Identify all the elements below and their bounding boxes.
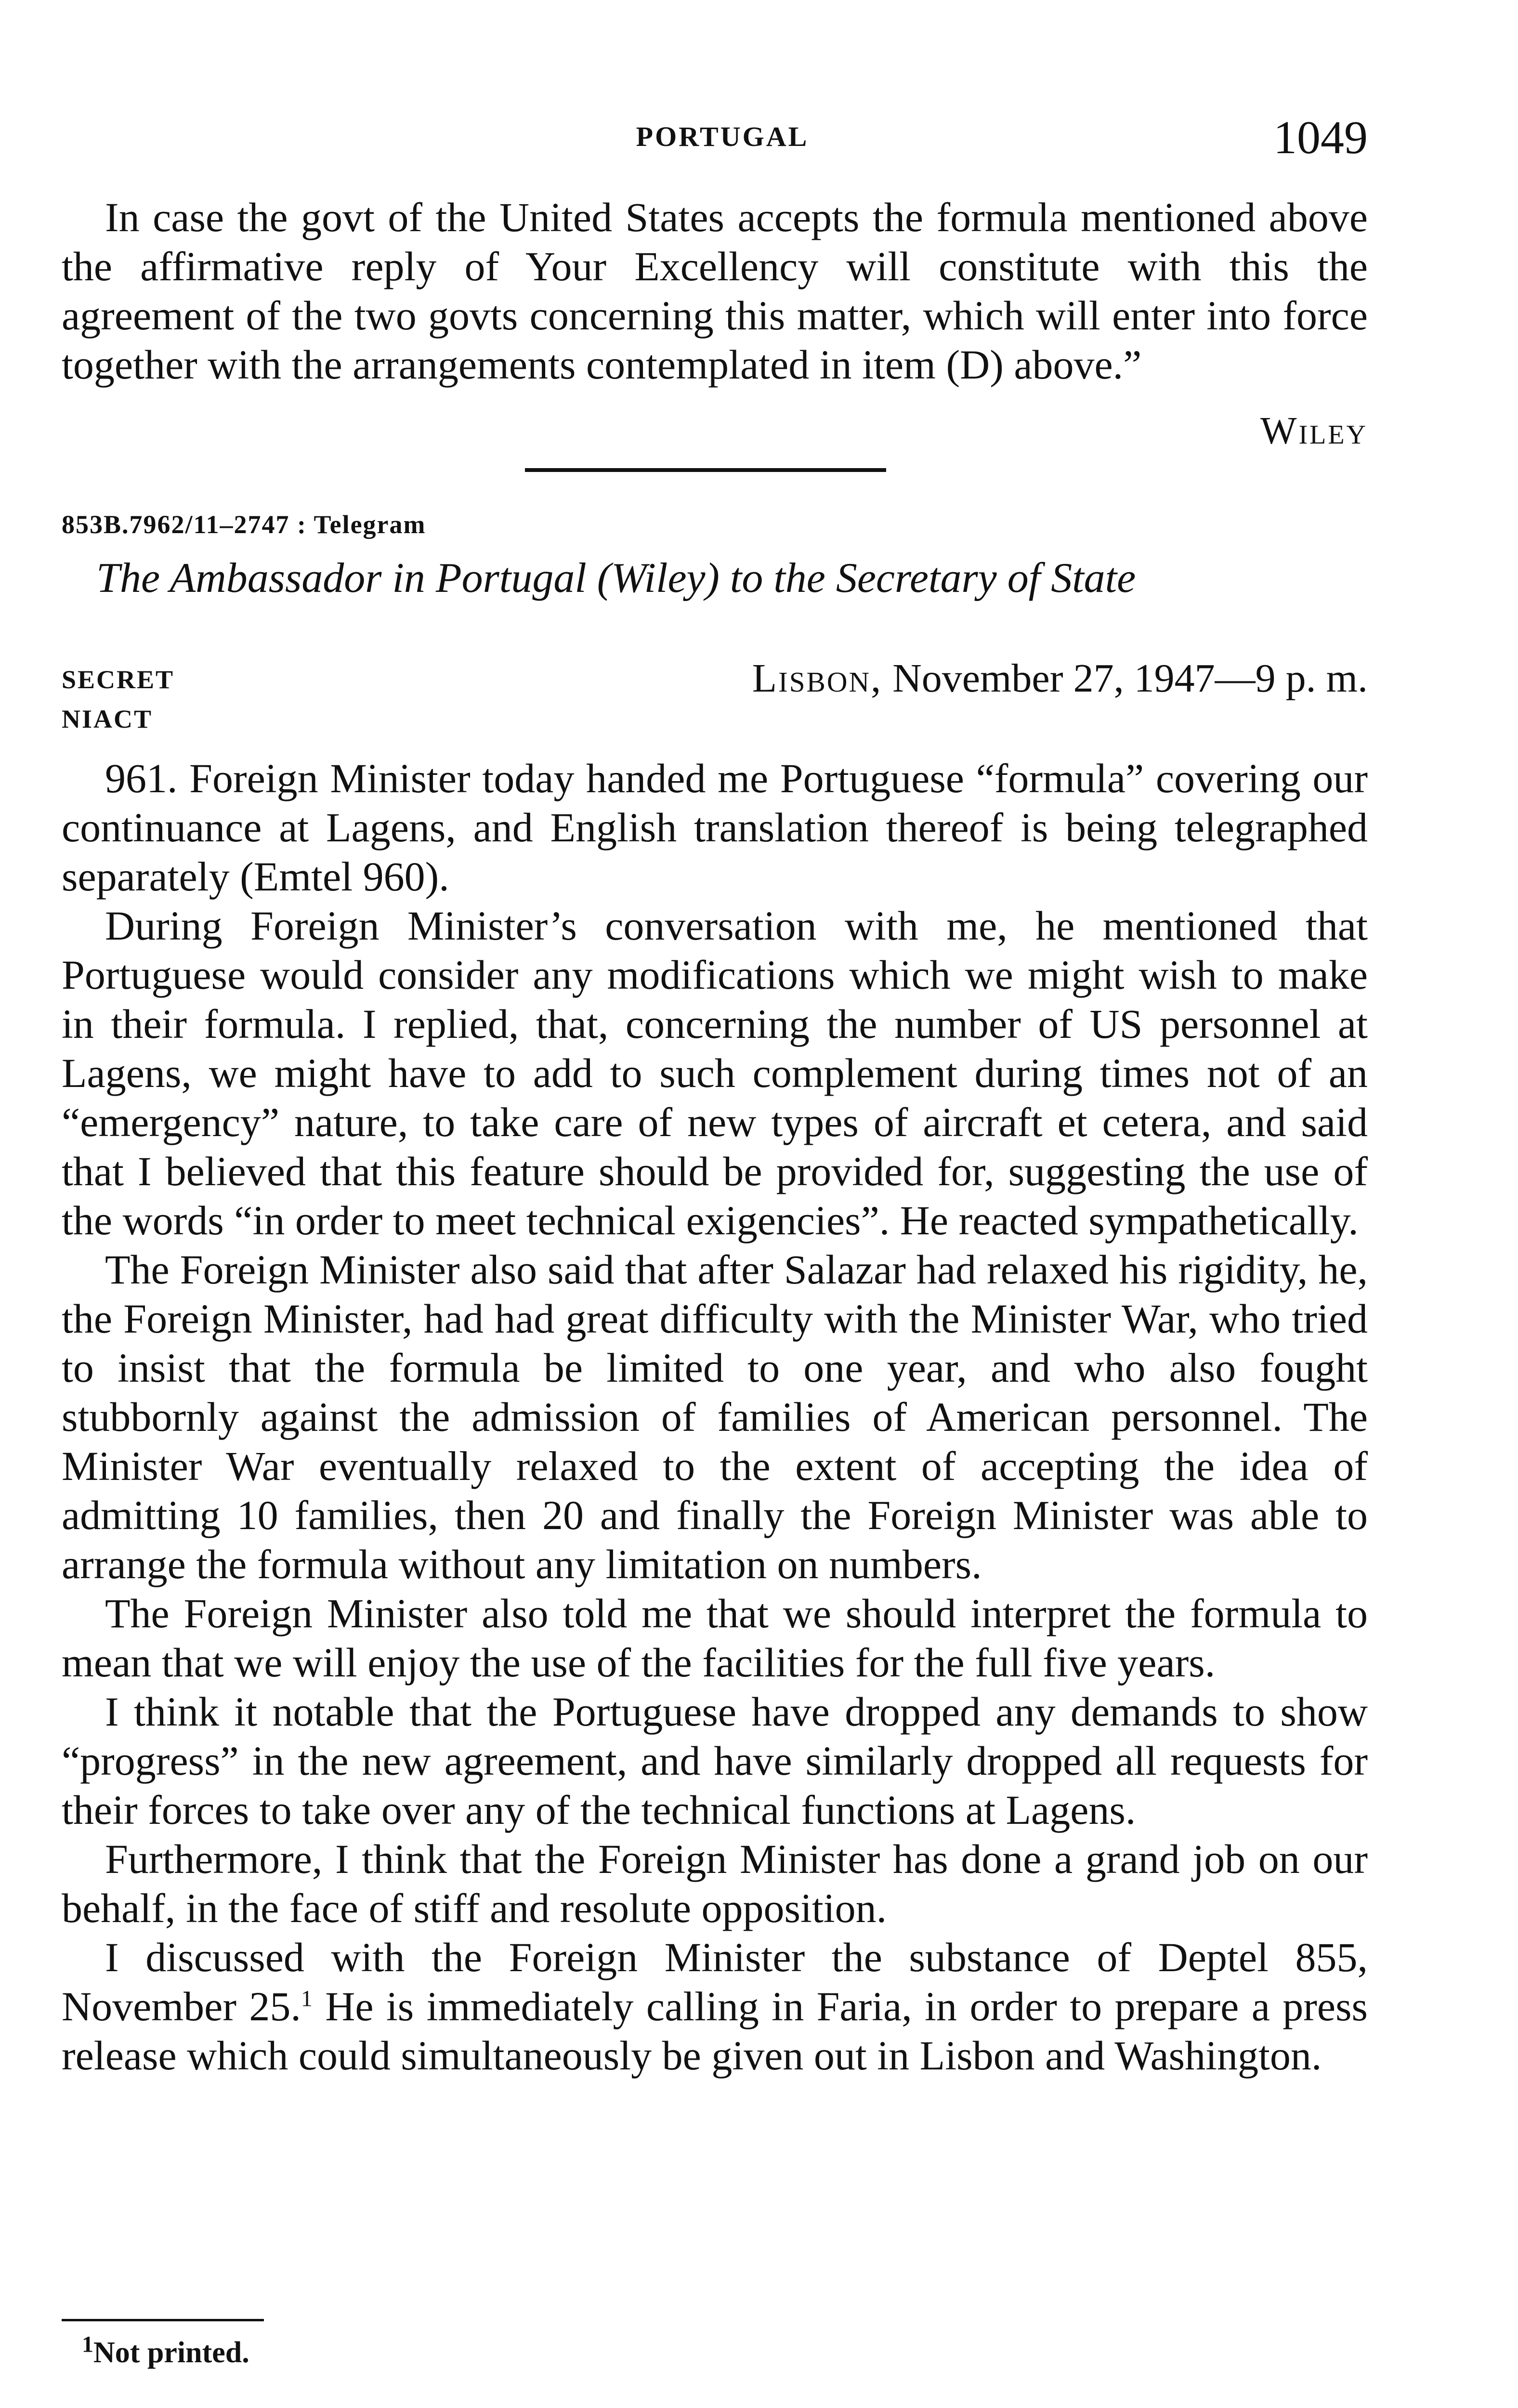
body-paragraph-3: The Foreign Minister also said that after Salazar had relaxed his rigidity, he, the Foreign Minister, had had great difficulty with the Minister War, who tried to insist that the formula be limited to one year, and who also fought stubbornly against the admission of families of American personnel. The Minister War eventually relaxed to the extent of accepting the idea of admitting 10 families, then 20 and finally the Foreign Minister was able to arrange the formula without any limitation on numbers. — [62, 1246, 1368, 1587]
dateline-place: Lisbon, — [752, 656, 883, 701]
body-paragraph-6: Furthermore, I think that the Foreign Minister has done a grand job on our behalf, in the face of stiff and resolute opposition. — [62, 1836, 1368, 1931]
body-paragraph-1: 961. Foreign Minister today handed me Portuguese “formula” covering our continuance at Lagens, and English translation thereof is being telegraphed separately (Emtel 960). — [62, 755, 1368, 900]
body-paragraph-5: I think it notable that the Portuguese have dropped any demands to show “progress” in the new agreement, and have similarly dropped all requests for their forces to take over any of the technical functions at Lagens. — [62, 1688, 1368, 1833]
footnote-reference: 1 — [301, 1986, 313, 2012]
classification-block — [62, 660, 174, 739]
telegram-body — [62, 754, 1368, 2080]
classification-niact: NIACT — [62, 705, 153, 733]
body-paragraph-2: During Foreign Minister’s conversation with me, he mentioned that Portuguese would consider any modifications which we might wish to make in their formula. I replied, that, concerning the number of US personnel at Lagens, we might have to add to such complement during times not of an “emergency” nature, to take care of new types of aircraft et cetera, and said that I believed that this feature should be provided for, suggesting the use of the words “in order to meet technical exigencies”. He reacted sympathetically. — [62, 903, 1368, 1243]
continuation-text — [62, 193, 1368, 389]
footnote-text: Not printed. — [93, 2336, 249, 2369]
classification-secret: SECRET — [62, 665, 175, 694]
running-title: PORTUGAL — [636, 121, 809, 152]
document-heading: The Ambassador in Portugal (Wiley) to the Secretary of State — [96, 555, 1136, 602]
page-number: 1049 — [1273, 112, 1368, 164]
footnote-marker: 1 — [82, 2331, 93, 2357]
signature: Wiley — [1260, 410, 1368, 452]
running-head — [0, 111, 1518, 164]
body-paragraph-7 — [62, 1933, 1368, 2080]
dateline — [674, 655, 1368, 702]
file-reference: 853B.7962/11–2747 : Telegram — [62, 510, 426, 539]
body-paragraph-7-start: I discussed with the Foreign Minister the substance of Deptel 855, November 25. — [62, 1934, 1368, 2029]
footnote — [82, 2331, 249, 2370]
body-paragraph-4: The Foreign Minister also told me that we should interpret the formula to mean that we will enjoy the use of the facilities for the full five years. — [62, 1590, 1368, 1686]
footnote-divider — [62, 2319, 264, 2321]
dateline-date: November 27, 1947—9 p. m. — [892, 656, 1368, 701]
continuation-paragraph: In case the govt of the United States accepts the formula mentioned above the affirmative reply of Your Excellency will constitute with this the agreement of the two govts concerning this matter, which will enter into force together with the arrangements contemplated in item (D) above.” — [62, 194, 1368, 388]
body-paragraph-7-end: He is immediately calling in Faria, in order to prepare a press release which could simultaneously be given out in Lisbon and Washington. — [62, 1983, 1368, 2079]
section-divider — [525, 468, 886, 472]
